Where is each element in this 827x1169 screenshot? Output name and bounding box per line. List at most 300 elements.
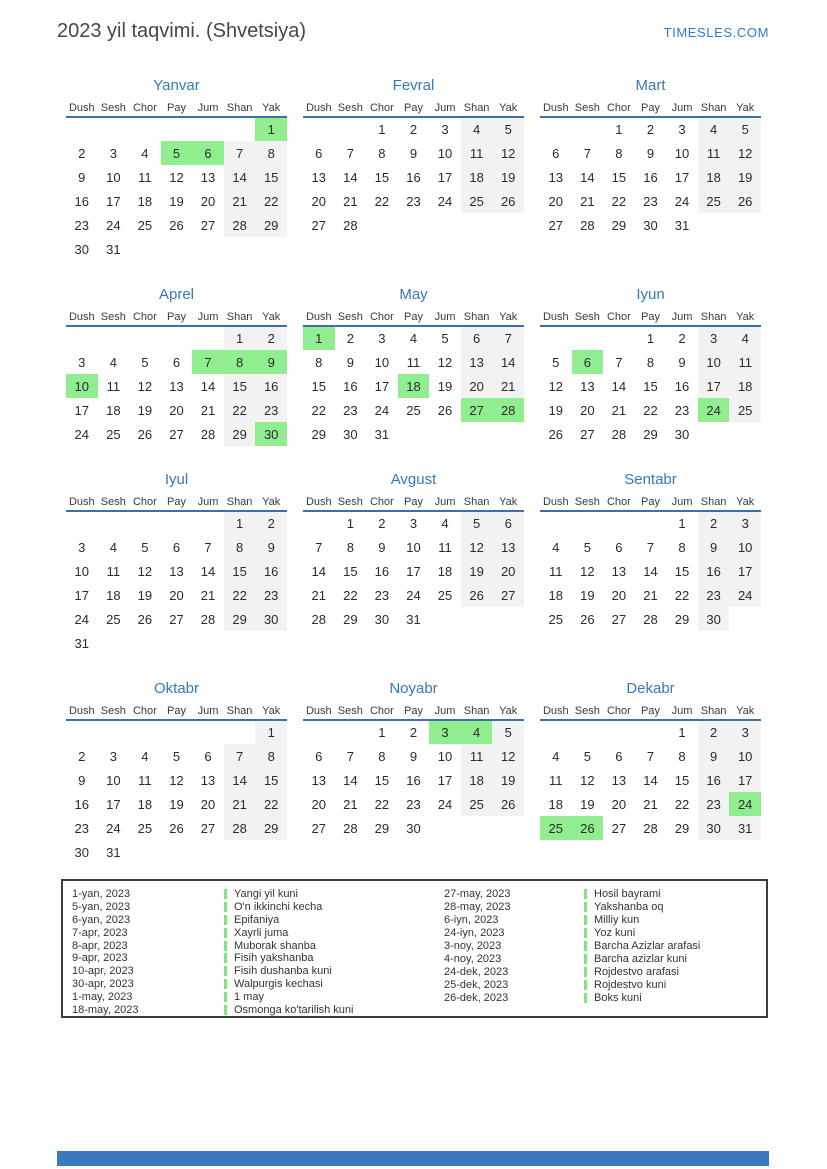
legend-row [72,965,444,978]
legend-name: Xayrli juma [224,927,288,939]
date-cell: 10 [406,539,421,555]
legend-date: 24-dek, 2023 [444,965,509,978]
date-cell: 1 [678,516,686,531]
date-cell: 20 [580,402,595,418]
date-cell: 24 [437,796,453,812]
date-cell: 21 [224,189,256,213]
date-cell [161,237,193,261]
date-cell: 23 [343,402,358,418]
date-cell: 18 [698,165,730,189]
day-header: Shan [463,496,490,508]
date-cell: 27 [200,217,216,233]
date-cell: 21 [611,402,627,418]
day-header: Chor [369,311,394,323]
day-header: Dush [542,496,569,508]
legend-name: Rojdestvo arafasi [584,966,679,978]
date-cell: 16 [74,796,90,812]
month-title-iyun[interactable]: Iyun [636,286,665,303]
date-cell: 1 [378,725,386,740]
day-header: Chor [606,496,631,508]
date-cell [98,631,130,655]
day-header: Jum [671,311,693,323]
date-cell: 4 [461,117,493,141]
date-cell: 13 [611,563,627,579]
month-title-oktabr[interactable]: Oktabr [153,680,199,697]
date-cell [429,213,461,237]
date-cell: 28 [343,217,358,233]
day-header: Dush [305,102,332,114]
date-cell [729,213,761,237]
date-cell: 13 [200,772,216,788]
date-cell: 7 [224,744,256,768]
month-dekabr [540,679,761,840]
date-cell [461,213,493,237]
month-table-fevral [303,100,524,237]
day-header: Pay [166,311,186,323]
date-cell: 12 [137,563,153,579]
legend-row [444,952,700,965]
holiday-marker-icon [224,928,227,938]
date-cell [398,422,430,446]
date-cell [492,816,524,840]
site-link[interactable]: TIMESLES.COM [663,25,769,40]
date-cell: 2 [409,122,418,137]
day-header: Jum [197,705,219,717]
date-cell: 2 [255,511,287,535]
holiday-marker-icon [224,902,227,912]
date-cell: 28 [224,213,256,237]
date-cell: 29 [255,213,287,237]
date-cell: 25 [106,611,121,627]
date-cell: 22 [224,583,256,607]
date-cell: 25 [137,820,153,836]
day-header: Shan [463,102,490,114]
date-cell: 14 [492,350,524,374]
date-cell [98,326,130,350]
date-cell: 8 [255,744,287,768]
day-header: Shan [463,705,490,717]
date-cell: 10 [729,744,761,768]
holiday-marker-icon [584,993,587,1003]
date-cell: 30 [255,422,287,446]
date-cell: 10 [674,145,690,161]
date-cell: 20 [311,193,327,209]
date-cell: 10 [698,350,730,374]
date-cell: 6 [315,145,323,161]
date-cell [98,117,130,141]
date-cell: 12 [580,563,595,579]
date-cell: 16 [406,772,421,788]
day-header: Shan [463,311,490,323]
date-cell: 23 [674,402,690,418]
date-cell [335,117,367,141]
holiday-marker-icon [224,979,227,989]
date-cell: 10 [106,169,121,185]
date-cell: 26 [580,611,595,627]
date-cell: 12 [580,772,595,788]
footer-bar [57,1151,769,1166]
legend-row [444,940,700,953]
date-cell: 26 [137,611,153,627]
date-cell [224,631,256,655]
date-cell: 19 [548,402,564,418]
legend-date: 5-yan, 2023 [72,901,131,914]
date-cell: 20 [200,193,216,209]
date-cell: 26 [169,820,184,836]
date-cell: 20 [611,796,627,812]
date-cell: 29 [224,607,256,631]
date-cell: 23 [698,583,730,607]
date-cell: 29 [611,217,627,233]
date-cell: 11 [461,141,493,165]
date-cell: 26 [492,189,524,213]
date-cell [698,213,730,237]
date-cell: 17 [437,772,453,788]
date-cell: 18 [461,165,493,189]
month-table-oktabr [66,703,287,864]
date-cell: 22 [224,398,256,422]
date-cell: 28 [200,426,216,442]
date-cell: 15 [255,165,287,189]
date-cell [66,511,98,535]
date-cell: 28 [224,816,256,840]
date-cell: 31 [74,635,90,651]
day-header: Chor [606,102,631,114]
date-cell: 5 [172,748,181,764]
legend-name: Hosil bayrami [584,888,661,900]
month-title-iyul[interactable]: Iyul [164,471,189,488]
holiday-marker-icon [584,954,587,964]
day-header: Dush [305,311,332,323]
date-cell: 11 [138,169,152,185]
date-cell: 25 [540,816,572,840]
date-cell: 14 [311,563,327,579]
day-header: Chor [132,311,157,323]
day-header: Chor [369,705,394,717]
date-cell: 1 [255,720,287,744]
date-cell: 11 [106,563,121,579]
date-cell: 13 [311,772,327,788]
date-cell: 16 [674,378,690,394]
day-header: Yak [736,496,755,508]
day-header: Pay [403,705,423,717]
date-cell: 6 [461,326,493,350]
date-cell: 9 [346,354,354,370]
date-cell: 12 [548,378,564,394]
date-cell: 14 [611,378,627,394]
date-cell: 26 [548,426,564,442]
day-header: Yak [499,102,518,114]
date-cell: 9 [678,354,686,370]
date-cell: 17 [437,169,453,185]
date-cell: 10 [66,374,98,398]
page-title: 2023 yil taqvimi. (Shvetsiya) [57,20,306,42]
date-cell: 13 [200,169,216,185]
legend-name: Milliy kun [584,914,639,926]
holiday-marker-icon [584,902,587,912]
month-title-dekabr[interactable]: Dekabr [626,680,675,697]
day-header: Yak [499,311,518,323]
date-cell: 25 [729,398,761,422]
date-cell: 22 [374,796,390,812]
date-cell: 6 [315,748,323,764]
date-cell: 28 [611,426,627,442]
date-cell [98,720,130,744]
month-title-yanvar[interactable]: Yanvar [153,77,200,94]
legend-date: 30-apr, 2023 [72,977,134,990]
legend-column-left [72,888,444,1016]
date-cell: 21 [311,587,327,603]
legend-date: 28-may, 2023 [444,901,511,914]
month-may [303,285,524,446]
holiday-marker-icon [584,980,587,990]
date-cell: 15 [374,169,390,185]
date-cell: 23 [74,217,90,233]
date-cell: 22 [255,189,287,213]
legend-name: Barcha Azizlar arafasi [584,940,700,952]
date-cell: 24 [698,398,730,422]
date-cell: 17 [674,169,690,185]
date-cell: 16 [643,169,658,185]
date-cell: 30 [343,426,358,442]
date-cell: 10 [729,535,761,559]
day-header: Sesh [100,496,126,508]
date-cell: 19 [580,587,595,603]
date-cell: 21 [343,796,358,812]
date-cell: 4 [141,748,149,764]
day-header: Jum [197,496,219,508]
date-cell [255,840,287,864]
day-header: Shan [226,705,253,717]
date-cell: 1 [346,516,354,531]
date-cell: 16 [343,378,358,394]
date-cell: 15 [643,378,658,394]
date-cell [698,422,730,446]
date-cell [192,631,224,655]
date-cell: 15 [674,772,690,788]
date-cell: 7 [646,748,655,764]
date-cell: 6 [552,145,560,161]
date-cell: 30 [698,816,730,840]
date-cell: 25 [106,426,121,442]
date-cell [429,422,461,446]
legend-row [444,901,700,914]
day-header: Pay [640,311,660,323]
legend-row [72,888,444,901]
date-cell: 18 [106,402,121,418]
date-cell: 10 [437,748,453,764]
date-cell [335,720,367,744]
day-header: Pay [640,102,660,114]
date-cell: 25 [461,189,493,213]
date-cell: 29 [224,422,256,446]
day-header: Yak [499,496,518,508]
month-iyun [540,285,761,446]
day-header: Chor [369,496,394,508]
legend-column-right [444,888,700,1016]
day-header: Jum [434,705,456,717]
date-cell: 8 [646,354,655,370]
date-cell [429,607,461,631]
date-cell: 5 [141,539,149,555]
date-cell: 7 [615,354,623,370]
legend-date: 24-iyn, 2023 [444,927,505,940]
date-cell [192,326,224,350]
date-cell: 15 [224,374,256,398]
date-cell: 7 [646,539,655,555]
legend-date: 1-yan, 2023 [72,888,131,901]
date-cell: 4 [441,516,449,531]
holiday-marker-icon [224,941,227,951]
date-cell: 15 [611,169,627,185]
date-cell: 29 [255,816,287,840]
date-cell: 12 [437,354,453,370]
month-title-mart[interactable]: Mart [635,77,666,94]
page-header [57,20,769,43]
date-cell: 25 [461,792,493,816]
date-cell [572,117,604,141]
date-cell: 17 [729,768,761,792]
date-cell: 14 [224,165,256,189]
day-header: Yak [736,705,755,717]
holiday-marker-icon [584,967,587,977]
day-header: Chor [132,705,157,717]
date-cell: 1 [255,117,287,141]
day-header: Dush [305,705,332,717]
legend-name: 1 may [224,991,264,1003]
month-oktabr [66,679,287,864]
date-cell: 27 [311,820,327,836]
date-cell: 11 [406,354,421,370]
date-cell: 5 [461,511,493,535]
date-cell: 14 [643,563,658,579]
day-header: Yak [499,705,518,717]
date-cell [303,511,335,535]
month-title-may[interactable]: May [399,286,428,303]
month-table-may [303,309,524,446]
date-cell: 4 [409,331,418,346]
legend-name: O'n ikkinchi kecha [224,901,322,913]
date-cell: 30 [698,607,730,631]
date-cell: 9 [78,169,86,185]
date-cell: 25 [137,217,153,233]
date-cell: 7 [492,326,524,350]
day-header: Chor [606,311,631,323]
date-cell: 13 [580,378,595,394]
month-sentabr [540,470,761,631]
date-cell: 8 [678,539,686,555]
date-cell: 31 [406,611,421,627]
date-cell [492,213,524,237]
month-table-sentabr [540,494,761,631]
holiday-marker-icon [224,1005,227,1015]
date-cell: 24 [374,402,390,418]
date-cell [603,720,635,744]
month-title-avgust[interactable]: Avgust [390,471,437,488]
day-header: Jum [671,705,693,717]
date-cell: 19 [137,402,153,418]
date-cell: 14 [643,772,658,788]
day-header: Shan [226,102,253,114]
month-title-aprel[interactable]: Aprel [158,286,195,303]
date-cell: 12 [492,744,524,768]
date-cell: 6 [615,748,623,764]
date-cell: 2 [646,122,655,137]
date-cell: 8 [678,748,686,764]
date-cell: 18 [398,374,430,398]
date-cell [161,326,193,350]
legend-row [444,978,700,991]
legend-row [72,926,444,939]
date-cell: 14 [200,563,216,579]
date-cell: 14 [224,768,256,792]
date-cell: 3 [729,720,761,744]
date-cell [492,607,524,631]
date-cell [66,720,98,744]
legend-name: Muborak shanba [224,940,316,952]
legend-row [72,990,444,1003]
date-cell: 31 [106,844,121,860]
date-cell [192,720,224,744]
date-cell: 23 [374,587,390,603]
date-cell: 18 [729,374,761,398]
month-title-sentabr[interactable]: Sentabr [624,471,677,488]
date-cell: 12 [137,378,153,394]
date-cell: 1 [646,331,655,346]
date-cell: 15 [374,772,390,788]
date-cell: 13 [169,378,184,394]
date-cell: 5 [583,539,591,555]
date-cell: 30 [74,844,90,860]
date-cell: 23 [698,792,730,816]
date-cell: 28 [492,398,524,422]
month-title-noyabr[interactable]: Noyabr [389,680,438,697]
day-header: Sesh [100,705,126,717]
date-cell: 7 [583,145,591,161]
day-header: Jum [434,311,456,323]
legend-name: Yakshanba oq [584,901,664,913]
date-cell: 28 [643,611,658,627]
month-title-fevral[interactable]: Fevral [392,77,435,94]
date-cell: 23 [255,583,287,607]
day-header: Sesh [100,102,126,114]
date-cell: 9 [78,772,86,788]
date-cell [540,511,572,535]
date-cell: 18 [461,768,493,792]
date-cell [224,237,256,261]
date-cell: 3 [698,326,730,350]
date-cell: 9 [409,748,418,764]
date-cell: 9 [698,535,730,559]
date-cell: 18 [137,796,153,812]
date-cell: 30 [374,611,390,627]
date-cell [224,720,256,744]
date-cell [161,720,193,744]
date-cell: 16 [255,374,287,398]
date-cell: 25 [698,189,730,213]
date-cell [540,326,572,350]
month-iyul [66,470,287,655]
date-cell: 9 [698,744,730,768]
holiday-marker-icon [224,966,227,976]
date-cell: 16 [255,559,287,583]
day-header: Jum [197,102,219,114]
date-cell: 2 [409,725,418,740]
date-cell [224,117,256,141]
day-header: Sesh [574,705,600,717]
day-header: Chor [369,102,394,114]
date-cell: 19 [137,587,153,603]
